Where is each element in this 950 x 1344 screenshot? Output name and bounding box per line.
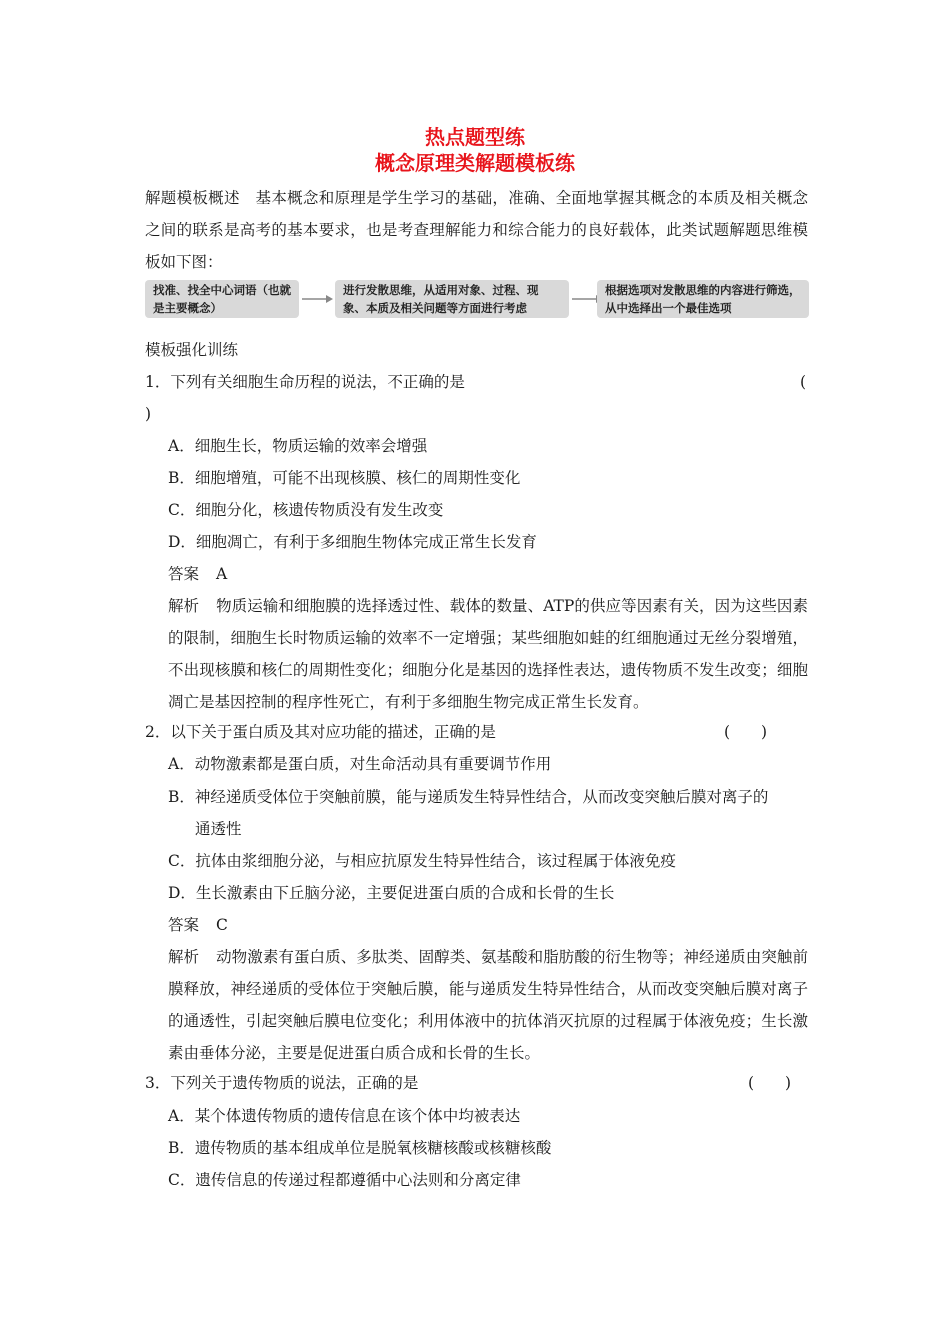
answer-label: 答案: [168, 916, 200, 934]
question-1-option-c: C．细胞分化，核遗传物质没有发生改变: [168, 501, 444, 519]
analysis-label: 解析: [168, 597, 200, 615]
question-2-option-d: D．生长激素由下丘脑分泌，主要促进蛋白质的合成和长骨的生长: [168, 884, 615, 902]
answer-label: 答案: [168, 565, 200, 583]
question-2-option-a: A．动物激素都是蛋白质，对生命活动具有重要调节作用: [168, 755, 552, 773]
question-2-option-b: B．神经递质受体位于突触前膜，能与递质发生特异性结合，从而改变突触后膜对离子的: [168, 788, 769, 806]
analysis-label: 解析: [168, 948, 200, 966]
question-3-option-b: B．遗传物质的基本组成单位是脱氧核糖核酸或核糖核酸: [168, 1139, 552, 1157]
question-1-option-b: B．细胞增殖，可能不出现核膜、核仁的周期性变化: [168, 469, 521, 487]
question-1-bracket-open: (: [800, 373, 807, 391]
question-3-option-c: C．遗传信息的传递过程都遵循中心法则和分离定律: [168, 1171, 521, 1189]
question-2-answer: [168, 913, 228, 937]
question-2-bracket: ( ): [724, 723, 768, 741]
overview-paragraph: 解题模板概述 基本概念和原理是学生学习的基础，准确、全面地掌握其概念的本质及相关概念之间的联系是高考的基本要求，也是考查理解能力和综合能力的良好载体，此类试题解题思维模板如下图：: [145, 189, 808, 271]
question-2-option-c: C．抗体由浆细胞分泌，与相应抗原发生特异性结合，该过程属于体液免疫: [168, 852, 676, 870]
question-2-option-b-cont: 通透性: [195, 820, 242, 838]
question-1-bracket-close: ): [145, 405, 152, 423]
page-title: 热点题型练: [425, 125, 525, 149]
question-1-analysis: [168, 590, 808, 718]
question-3-stem: 3．下列关于遗传物质的说法，正确的是: [145, 1074, 419, 1092]
flow-step-1: 找准、找全中心词语（也就是主要概念）: [145, 280, 299, 318]
question-1-option-a: A．细胞生长，物质运输的效率会增强: [168, 437, 428, 455]
question-3-bracket: ( ): [748, 1074, 792, 1092]
question-2-stem: 2．以下关于蛋白质及其对应功能的描述，正确的是: [145, 723, 496, 741]
section-heading: 模板强化训练: [145, 341, 239, 359]
arrow-right-icon: [302, 292, 334, 306]
flow-step-3: 根据选项对发散思维的内容进行筛选，从中选择出一个最佳选项: [597, 280, 809, 318]
answer-value: A: [216, 565, 228, 583]
analysis-text: 动物激素有蛋白质、多肽类、固醇类、氨基酸和脂肪酸的衍生物等；神经递质由突触前膜释放，神经递质的受体位于突触后膜，能与递质发生特异性结合，从而改变突触后膜对离子的通透性，引起突触后膜电位变化；利用体液中的抗体消灭抗原的过程属于体液免疫；生长激素由垂体分泌，主要是促进蛋白质合成和长骨的生长。: [168, 948, 808, 1062]
question-1-stem: 1．下列有关细胞生命历程的说法，不正确的是: [145, 373, 465, 391]
flowchart: [145, 280, 809, 318]
flow-step-2: 进行发散思维，从适用对象、过程、现象、本质及相关问题等方面进行考虑: [335, 280, 569, 318]
question-1-answer: [168, 562, 227, 586]
answer-value: C: [216, 916, 228, 934]
question-3-option-a: A．某个体遗传物质的遗传信息在该个体中均被表达: [168, 1107, 521, 1125]
analysis-text: 物质运输和细胞膜的选择透过性、载体的数量、ATP的供应等因素有关，因为这些因素的限制，细胞生长时物质运输的效率不一定增强；某些细胞如蛙的红细胞通过无丝分裂增殖，不出现核膜和核仁的周期性变化；细胞分化是基因的选择性表达，遗传物质不发生改变；细胞凋亡是基因控制的程序性死亡，有利于多细胞生物完成正常生长发育。: [168, 597, 808, 711]
page-subtitle: 概念原理类解题模板练: [375, 151, 575, 175]
question-2-analysis: [168, 941, 808, 1069]
question-1-option-d: D．细胞凋亡，有利于多细胞生物体完成正常生长发育: [168, 533, 537, 551]
